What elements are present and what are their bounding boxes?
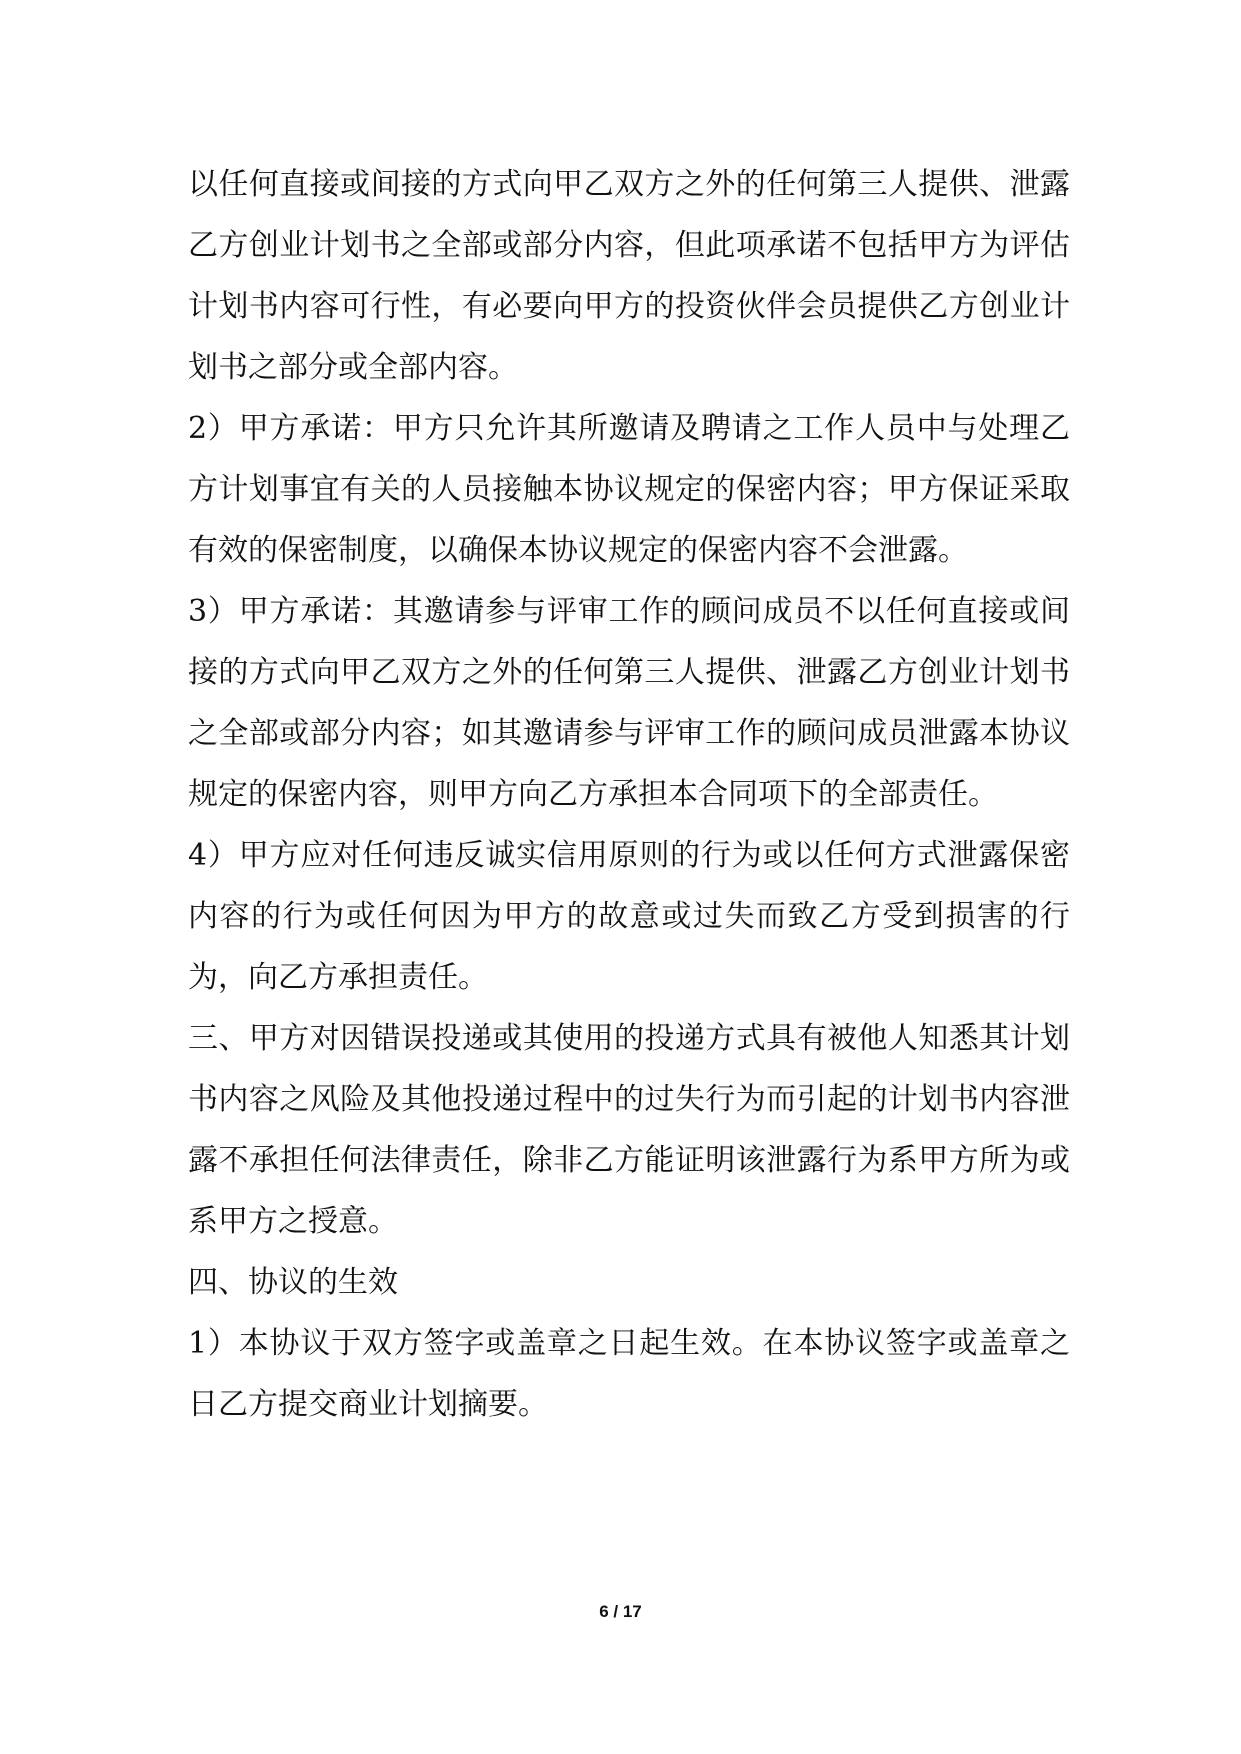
paragraph-continuation: 以任何直接或间接的方式向甲乙双方之外的任何第三人提供、泄露乙方创业计划书之全部或部分内容，但此项承诺不包括甲方为评估计划书内容可行性，有必要向甲方的投资伙伴会员提供乙方创业计划书之部分或全部内容。 [188, 167, 1070, 385]
paragraph-section-three: 三、甲方对因错误投递或其使用的投递方式具有被他人知悉其计划书内容之风险及其他投递过程中的过失行为而引起的计划书内容泄露不承担任何法律责任，除非乙方能证明该泄露行为系甲方所为或系甲方之授意。 [188, 1021, 1070, 1239]
document-body [188, 154, 1070, 1435]
paragraph-effect-clause-1: 1）本协议于双方签字或盖章之日起生效。在本协议签字或盖章之日乙方提交商业计划摘要。 [188, 1326, 1070, 1422]
paragraph-clause-3: 3）甲方承诺：其邀请参与评审工作的顾问成员不以任何直接或间接的方式向甲乙双方之外的任何第三人提供、泄露乙方创业计划书之全部或部分内容；如其邀请参与评审工作的顾问成员泄露本协议规定的保密内容，则甲方向乙方承担本合同项下的全部责任。 [188, 594, 1070, 812]
paragraph-clause-4: 4）甲方应对任何违反诚实信用原则的行为或以任何方式泄露保密内容的行为或任何因为甲方的故意或过失而致乙方受到损害的行为，向乙方承担责任。 [188, 838, 1070, 995]
page-number: 6 / 17 [599, 1602, 642, 1621]
paragraph-clause-2: 2）甲方承诺：甲方只允许其所邀请及聘请之工作人员中与处理乙方计划事宜有关的人员接触本协议规定的保密内容；甲方保证采取有效的保密制度，以确保本协议规定的保密内容不会泄露。 [188, 411, 1070, 568]
section-heading-four: 四、协议的生效 [188, 1265, 398, 1300]
